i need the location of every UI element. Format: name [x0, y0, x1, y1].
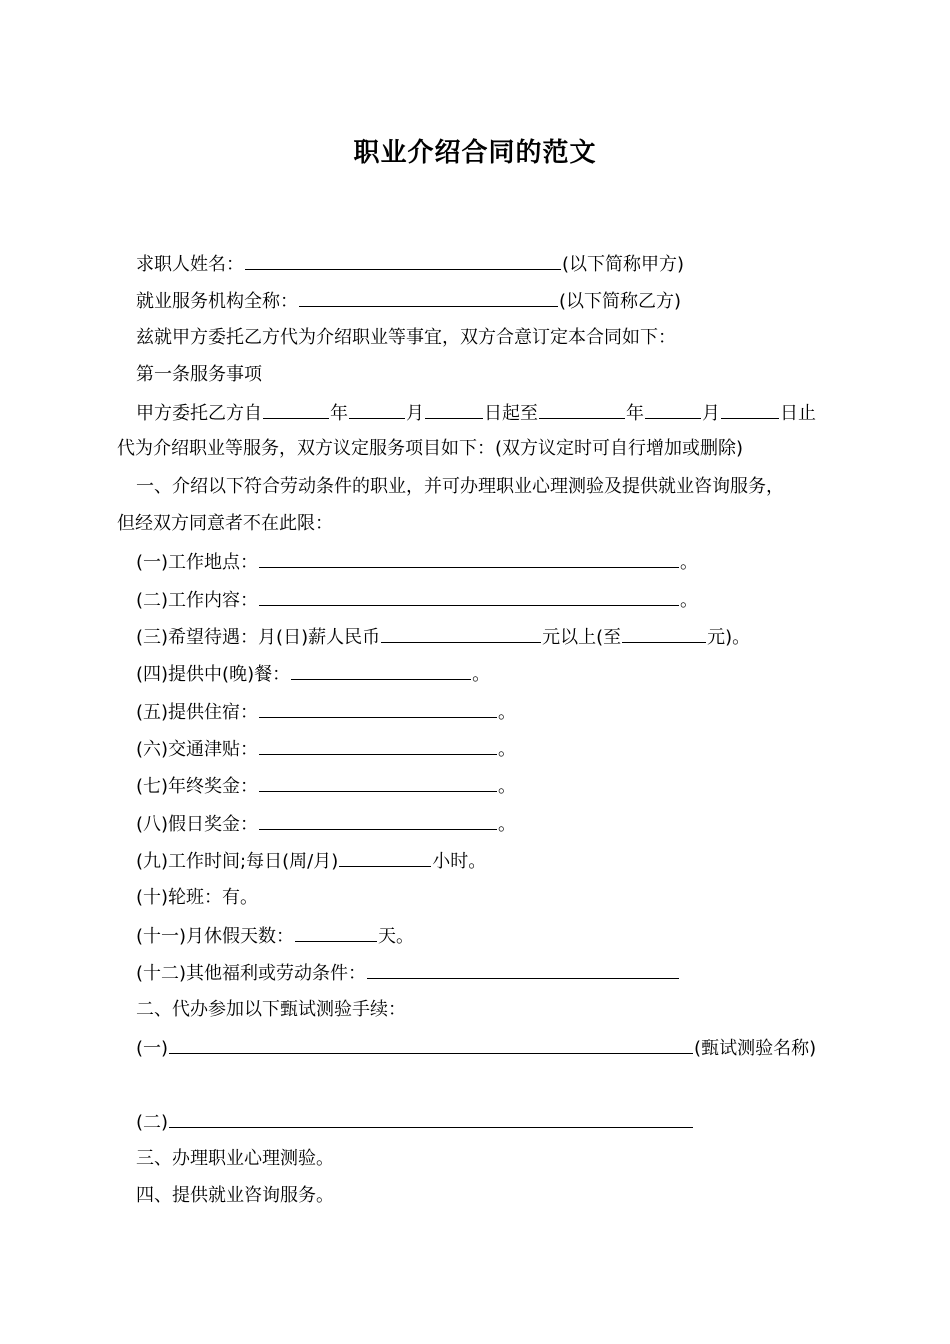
line-item-2: 二、代办参加以下甄试测验手续：: [136, 999, 406, 1020]
document-title: 职业介绍合同的范文: [353, 138, 597, 168]
label: 天。: [378, 926, 415, 947]
blank-field[interactable]: [539, 400, 625, 419]
label: (十二)其他福利或劳动条件：: [136, 963, 367, 984]
line-intro: 兹就甲方委托乙方代为介绍职业等事宜，双方合意订定本合同如下：: [136, 327, 676, 348]
label: (以下简称乙方): [559, 291, 682, 312]
label: (甄试测验名称): [694, 1038, 817, 1059]
blank-field[interactable]: [259, 699, 497, 718]
line-test-2: [136, 1109, 856, 1135]
line-item-1-cont: 但经双方同意者不在此限：: [117, 513, 333, 534]
line-applicant-name: [136, 251, 856, 277]
label: (七)年终奖金：: [136, 776, 259, 797]
blank-field[interactable]: [169, 1035, 693, 1054]
label: 日起至: [484, 403, 538, 424]
blank-field[interactable]: [259, 773, 497, 792]
label: 月: [702, 403, 720, 424]
line-period: [136, 400, 856, 426]
blank-field[interactable]: [259, 736, 497, 755]
label: 元以上(至: [542, 627, 622, 648]
label: 甲方委托乙方自: [136, 403, 262, 424]
blank-field[interactable]: [367, 960, 679, 979]
label: (九)工作时间;每日(周/月): [136, 851, 339, 872]
label: (以下简称甲方): [562, 254, 685, 275]
label: 年: [626, 403, 644, 424]
label: 日止: [780, 403, 816, 424]
line-article-1: 第一条服务事项: [136, 364, 262, 385]
line-item-4: 四、提供就业咨询服务。: [136, 1185, 334, 1206]
blank-field[interactable]: [349, 400, 405, 419]
blank-field[interactable]: [425, 400, 483, 419]
line-agency-name: [136, 288, 856, 314]
line-year-end-bonus: [136, 773, 856, 799]
blank-field[interactable]: [259, 811, 497, 830]
blank-field[interactable]: [169, 1109, 693, 1128]
blank-field[interactable]: [295, 923, 377, 942]
line-item-3: 三、办理职业心理测验。: [136, 1148, 334, 1169]
label: (五)提供住宿：: [136, 702, 259, 723]
label: 。: [680, 590, 699, 611]
label: (二)工作内容：: [136, 590, 259, 611]
label: 。: [680, 552, 699, 573]
line-work-location: [136, 549, 856, 575]
label: 元)。: [707, 627, 751, 648]
label: 。: [498, 814, 517, 835]
blank-field[interactable]: [259, 587, 679, 606]
label: 月: [406, 403, 424, 424]
blank-field[interactable]: [245, 251, 561, 270]
label: 。: [498, 702, 517, 723]
blank-field[interactable]: [622, 624, 706, 643]
label: 。: [472, 664, 491, 685]
label: (一)工作地点：: [136, 552, 259, 573]
label: (三)希望待遇：月(日)薪人民币: [136, 627, 381, 648]
label: 。: [498, 776, 517, 797]
label: 就业服务机构全称：: [136, 291, 298, 312]
line-work-content: [136, 587, 856, 613]
blank-field[interactable]: [721, 400, 779, 419]
label: (八)假日奖金：: [136, 814, 259, 835]
line-holiday-bonus: [136, 811, 856, 837]
line-work-hours: [136, 848, 856, 874]
line-item-1: 一、介绍以下符合劳动条件的职业，并可办理职业心理测验及提供就业咨询服务，: [136, 476, 784, 497]
line-transport: [136, 736, 856, 762]
label: (一): [136, 1038, 169, 1059]
label: (六)交通津贴：: [136, 739, 259, 760]
label: (二): [136, 1112, 169, 1133]
label: 求职人姓名：: [136, 254, 244, 275]
blank-field[interactable]: [645, 400, 701, 419]
line-monthly-leave: [136, 923, 856, 949]
blank-field[interactable]: [339, 848, 431, 867]
blank-field[interactable]: [263, 400, 329, 419]
label: 小时。: [432, 851, 487, 872]
line-housing: [136, 699, 856, 725]
line-shifts: (十)轮班：有。: [136, 887, 259, 908]
blank-field[interactable]: [381, 624, 541, 643]
line-meals: [136, 661, 856, 687]
line-other-benefits: [136, 960, 856, 986]
line-test-1: [136, 1035, 856, 1061]
label: (十一)月休假天数：: [136, 926, 295, 947]
label: (四)提供中(晚)餐：: [136, 664, 291, 685]
blank-field[interactable]: [299, 288, 558, 307]
label: 。: [498, 739, 517, 760]
label: 年: [330, 403, 348, 424]
blank-field[interactable]: [291, 661, 471, 680]
line-expected-salary: [136, 624, 856, 650]
line-service-items: 代为介绍职业等服务，双方议定服务项目如下：(双方议定时可自行增加或删除): [117, 438, 744, 459]
blank-field[interactable]: [259, 549, 679, 568]
